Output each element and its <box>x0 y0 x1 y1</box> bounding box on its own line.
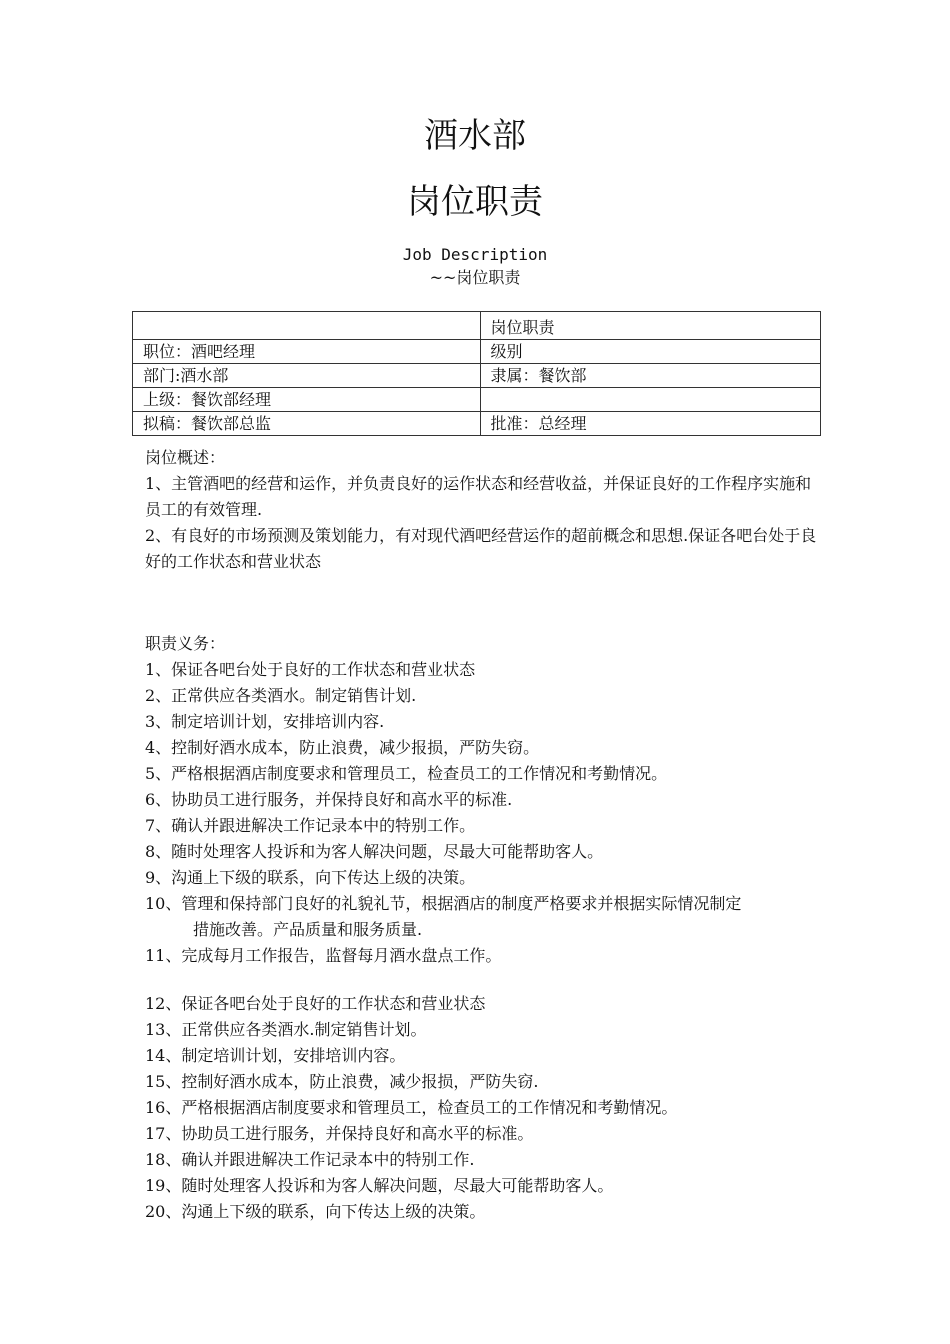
duty-item: 15、控制好酒水成本，防止浪费，减少报损，严防失窃. <box>145 1072 539 1091</box>
duty-item: 9、沟通上下级的联系，向下传达上级的决策。 <box>145 868 476 887</box>
table-row <box>133 340 821 364</box>
overview-heading: 岗位概述： <box>145 448 226 467</box>
table-row <box>133 412 821 436</box>
table-row <box>133 312 821 340</box>
duty-item: 8、随时处理客人投诉和为客人解决问题，尽最大可能帮助客人。 <box>145 842 604 861</box>
duty-item: 4、控制好酒水成本，防止浪费，减少报损，严防失窃。 <box>145 738 540 757</box>
table-row <box>133 388 821 412</box>
table-row <box>133 364 821 388</box>
duty-item: 17、协助员工进行服务，并保持良好和高水平的标准。 <box>145 1124 534 1143</box>
duty-item: 12、保证各吧台处于良好的工作状态和营业状态 <box>145 994 486 1013</box>
duty-item: 3、制定培训计划，安排培训内容. <box>145 712 385 731</box>
table-cell: 拟稿：餐饮部总监 <box>133 412 481 436</box>
chinese-subtitle: ~~岗位职责 <box>429 268 521 287</box>
duty-item: 18、确认并跟进解决工作记录本中的特别工作. <box>145 1150 475 1169</box>
duty-item: 2、正常供应各类酒水。制定销售计划. <box>145 686 417 705</box>
duty-item: 1、保证各吧台处于良好的工作状态和营业状态 <box>145 660 476 679</box>
duty-item: 10、管理和保持部门良好的礼貌礼节，根据酒店的制度严格要求并根据实际情况制定 <box>145 894 742 913</box>
document-title: 酒水部 <box>424 116 526 156</box>
duties-heading: 职责义务： <box>145 634 226 653</box>
duty-item: 19、随时处理客人投诉和为客人解决问题，尽最大可能帮助客人。 <box>145 1176 614 1195</box>
duty-item: 6、协助员工进行服务，并保持良好和高水平的标准. <box>145 790 513 809</box>
overview-item: 2、有良好的市场预测及策划能力，有对现代酒吧经营运作的超前概念和思想.保证各吧台处于良好的工作状态和营业状态 <box>145 526 817 571</box>
overview-item: 1、主管酒吧的经营和运作，并负责良好的运作状态和经营收益，并保证良好的工作程序实施和员工的有效管理. <box>145 474 812 519</box>
duty-item: 13、正常供应各类酒水.制定销售计划。 <box>145 1020 427 1039</box>
document-body <box>145 445 825 1225</box>
duty-item: 7、确认并跟进解决工作记录本中的特别工作。 <box>145 816 476 835</box>
table-cell <box>480 388 820 412</box>
table-cell <box>133 312 481 340</box>
table-cell: 岗位职责 <box>480 312 820 340</box>
table-cell: 批准：总经理 <box>480 412 820 436</box>
duty-item: 16、严格根据酒店制度要求和管理员工，检查员工的工作情况和考勤情况。 <box>145 1098 678 1117</box>
duty-item: 5、严格根据酒店制度要求和管理员工，检查员工的工作情况和考勤情况。 <box>145 764 668 783</box>
duty-item: 11、完成每月工作报告，监督每月酒水盘点工作。 <box>145 946 502 965</box>
job-info-table <box>132 311 821 436</box>
table-cell: 级别 <box>480 340 820 364</box>
document-subtitle: 岗位职责 <box>407 182 543 222</box>
table-cell: 上级：餐饮部经理 <box>133 388 481 412</box>
duty-item: 14、制定培训计划，安排培训内容。 <box>145 1046 406 1065</box>
english-subtitle: Job Description <box>402 245 548 264</box>
duty-item-continuation: 措施改善。产品质量和服务质量. <box>193 920 423 939</box>
table-cell: 隶属：餐饮部 <box>480 364 820 388</box>
table-cell: 部门:酒水部 <box>133 364 481 388</box>
duty-item: 20、沟通上下级的联系，向下传达上级的决策。 <box>145 1202 486 1221</box>
table-cell: 职位：酒吧经理 <box>133 340 481 364</box>
